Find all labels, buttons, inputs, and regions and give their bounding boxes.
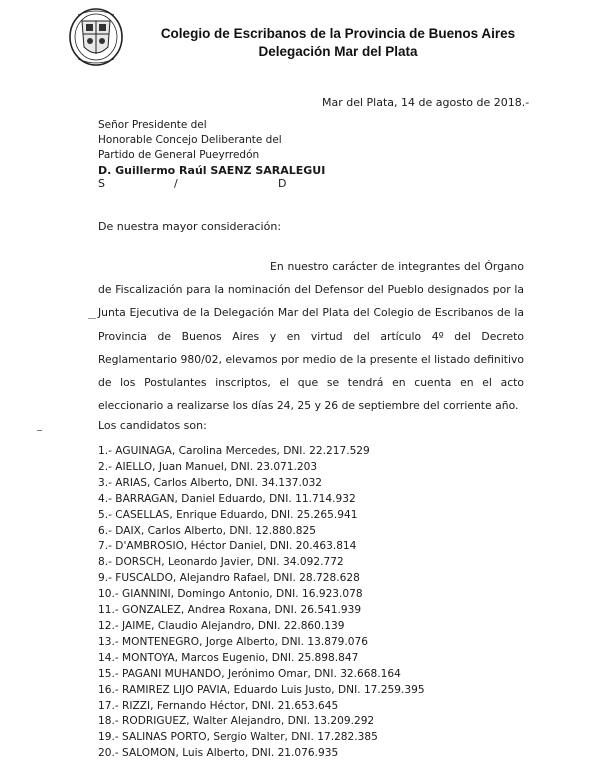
scan-dot: [37, 430, 42, 431]
letter-date: Mar del Plata, 14 de agosto de 2018.-: [322, 96, 530, 109]
candidate-item: 9.- FUSCALDO, Alejandro Rafael, DNI. 28.728.628: [98, 572, 360, 585]
header-subtitle: Delegación Mar del Plata: [258, 44, 418, 59]
candidate-item: 6.- DAIX, Carlos Alberto, DNI. 12.880.825: [98, 524, 316, 537]
candidate-item: 17.- RIZZI, Fernando Héctor, DNI. 21.653.645: [98, 699, 339, 712]
candidate-item: 12.- JAIME, Claudio Alejandro, DNI. 22.860.139: [98, 619, 345, 632]
body-paragraph: [98, 255, 524, 417]
candidate-item: 5.- CASELLAS, Enrique Eduardo, DNI. 25.265.941: [98, 508, 358, 521]
candidate-item: 1.- AGUINAGA, Carolina Mercedes, DNI. 22.217.529: [98, 445, 370, 457]
candidate-item: 2.- AIELLO, Juan Manuel, DNI. 23.071.203: [98, 460, 318, 473]
candidate-item: 20.- SALOMON, Luis Alberto, DNI. 21.076.935: [98, 747, 339, 760]
candidate-item: 16.- RAMIREZ LIJO PAVIA, Eduardo Luis Justo, DNI. 17.259.395: [98, 683, 425, 696]
candidate-item: 15.- PAGANI MUHANDO, Jerónimo Omar, DNI. 32.668.164: [98, 667, 401, 680]
su-despacho-slash: /: [174, 177, 178, 190]
addressee-line-2: Honorable Concejo Deliberante del: [98, 134, 282, 146]
addressee-line-1: Señor Presidente del: [98, 119, 207, 131]
candidate-item: 13.- MONTENEGRO, Jorge Alberto, DNI. 13.879.076: [98, 635, 369, 648]
candidate-item: 3.- ARIAS, Carlos Alberto, DNI. 34.137.032: [98, 476, 323, 489]
su-despacho-d: D: [278, 177, 287, 190]
scan-artifact: [88, 318, 96, 319]
candidate-item: 4.- BARRAGAN, Daniel Eduardo, DNI. 11.714.932: [98, 492, 356, 505]
greeting: De nuestra mayor consideración:: [98, 220, 282, 233]
addressee-block: [98, 118, 325, 178]
addressee-name: D. Guillermo Raúl SAENZ SARALEGUI: [98, 164, 326, 177]
body-text: En nuestro carácter de integrantes del Órgano de Fiscalización para la nominación del Defensor del Pueblo designados por la Junta Ejecutiva de la Delegación Mar del Plata del Colegio de Escribanos de la Provincia de Buenos Aires y en virtud del artículo 4º del Decreto Reglamentario 980/02, elevamos por medio de la presente el listado definitivo de los Postulantes inscriptos, el que se tendrá en cuenta en el acto eleccionario a realizarse los días 24, 25 y 26 de septiembre del corriente año.: [98, 260, 524, 413]
candidate-item: 19.- SALINAS PORTO, Sergio Walter, DNI. 17.282.385: [98, 731, 378, 744]
candidates-label: Los candidatos son:: [98, 419, 207, 432]
candidates-list: [98, 444, 425, 762]
candidate-item: 11.- GONZALEZ, Andrea Roxana, DNI. 26.541.939: [98, 604, 362, 617]
su-despacho-s: S: [98, 177, 105, 190]
candidate-item: 14.- MONTOYA, Marcos Eugenio, DNI. 25.898.847: [98, 651, 359, 664]
header-title: Colegio de Escribanos de la Provincia de Buenos Aires: [160, 26, 516, 41]
colegio-seal-icon: [68, 7, 124, 67]
su-despacho: [98, 177, 298, 191]
addressee-line-3: Partido de General Pueyrredón: [98, 149, 260, 161]
candidate-item: 8.- DORSCH, Leonardo Javier, DNI. 34.092.772: [98, 556, 344, 569]
candidate-item: 18.- RODRIGUEZ, Walter Alejandro, DNI. 13.209.292: [98, 715, 375, 728]
candidate-item: 7.- D'AMBROSIO, Héctor Daniel, DNI. 20.463.814: [98, 540, 357, 553]
candidate-item: 10.- GIANNINI, Domingo Antonio, DNI. 16.923.078: [98, 588, 363, 601]
